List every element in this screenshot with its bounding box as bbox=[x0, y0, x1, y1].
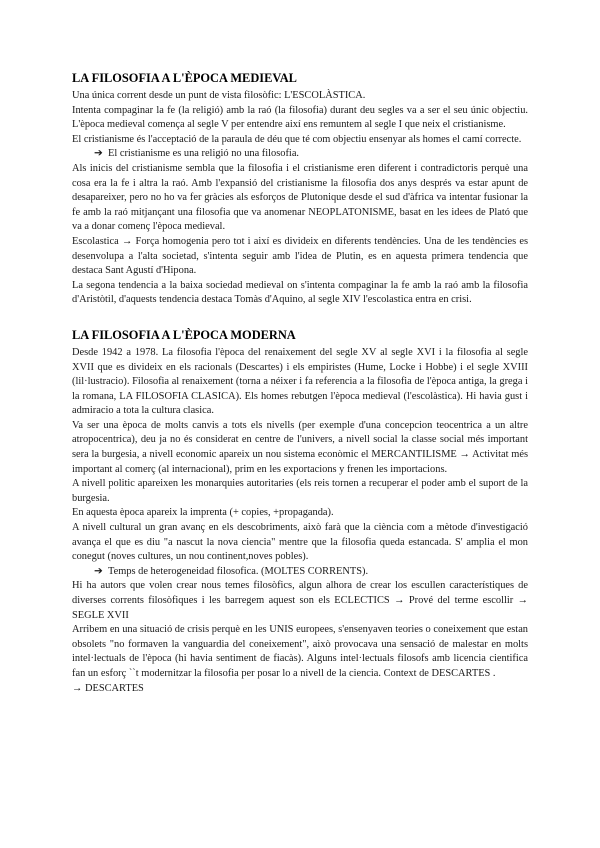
bullet-item bbox=[72, 565, 528, 580]
paragraph: El cristianisme és l'acceptació de la paraula de déu que té com objectiu ensenyar als homes el camí correcte. bbox=[72, 133, 522, 145]
paragraph: En aquesta època apareix la imprenta (+ copies, +propaganda). bbox=[72, 507, 334, 519]
bullet-text: Temps de heterogeneidad filosofica. (MOLTES CORRENTS). bbox=[108, 565, 369, 577]
paragraph: Intenta compaginar la fe (la religió) amb la raó (la filosofia) durant deu segles va a ser el seu únic objectiu. L'època medieval comença al segle V per entendre així ens remuntem al segle I que neix el cristianisme. bbox=[72, 104, 528, 131]
paragraph: Hi ha autors que volen crear nous temes filosòfics, algun alhora de crear los escullen característiques de diverses corrents filosòfiques i les barregem aquest son els ECLECTICS → Prové del terme escollir → SEGLE XVII bbox=[72, 580, 528, 621]
paragraph: A nivell cultural un gran avanç en els descobriments, això farà que la ciència com a mètode d'investigació avança el que es diu "a nascut la nova ciencia" mentre que la filosofia queda estancada. S' amplia el mon conegut (noves cultures, un nou continent,noves pobles). bbox=[72, 522, 528, 563]
arrow-bullet-icon: ➔ bbox=[94, 148, 103, 160]
paragraph: Arribem en una situació de crisis perquè en les UNIS europees, s'ensenyaven teories o coneixement que estan obsolets "no formaven la vanguardia del coneixement", això provocava una sensació de malestar en molts intel·lectuals de l'època (hi havia sentiment de fiacàs). Alguns intel·lectuals filosofs amb licencia cientifica fan un esforç ``t modernitzar la filosofia per posar lo a nivell de la ciencia. Context de DESCARTES . bbox=[72, 624, 528, 679]
paragraph: Als inicis del cristianisme sembla que la filosofia i el cristianisme eren diferent i contradictoris perquè una cosa era la fe i altra la raó. Amb l'expansió del cristianisme la filosofia dos anys després va estar apunt de desapareixer, pero no ho va fer gràcies als esforços de Plutonique desde el sud d'àfrica va intentar fusionar la fe amb la raó mitjançant una filosofia que va anomenar NEOPLATONISME, basat en les idees de Plató que va a donar començ l'època medieval. bbox=[72, 162, 528, 233]
paragraph: Desde 1942 a 1978. La filosofia l'època del renaixement del segle XV al segle XVI i la filosofia al segle XVII que es divideix en els racionals (Descartes) i els empiristes (Hume, Locke i Hobbe) i el segle XVIII (lil·lustracio). Filosofia al renaixement (torna a néixer i fa referencia a la filosofia de l'època antiga, la grega i la romana, LA FILOSOFIA CLASICA). Els homes rebutgen l'època medieval (l'escolàstica). Hi havia gust i admiracio a tota la cultura clasica. bbox=[72, 346, 528, 417]
paragraph: La segona tendencia a la baixa sociedad medieval on s'intenta compaginar la fe amb la raó amb la filosofia d'Aristòtil, d'aquests tendencia destaca Tomàs d'Aquino, al segle XIV l'escolastica entra en crisi. bbox=[72, 279, 528, 306]
paragraph: Una única corrent desde un punt de vista filosòfic: L'ESCOLÀSTICA. bbox=[72, 90, 366, 101]
arrow-bullet-icon: ➔ bbox=[94, 565, 103, 577]
paragraph: A nivell politic apareixen les monarquies autoritaries (els reis tornen a recuperar el poder amb el suport de la burgesia. bbox=[72, 478, 528, 504]
bullet-text: El cristianisme es una religió no una filosofia. bbox=[108, 148, 300, 160]
section-title-moderna: LA FILOSOFIA A L'ÈPOCA MODERNA bbox=[72, 327, 296, 342]
document-page bbox=[72, 70, 528, 696]
paragraph: → DESCARTES bbox=[72, 682, 144, 694]
paragraph: Escolastica → Força homogenia pero tot i així es divideix en diferents tendències. Una de les tendències es desenvolupa a l'alta societad, s'intenta seguir amb l'idea de Plutin, es en aquesta primera tendencia que destaca Sant Agustí d'Hipona. bbox=[72, 235, 528, 277]
section-title-medieval: LA FILOSOFIA A L'ÈPOCA MEDIEVAL bbox=[72, 71, 297, 85]
paragraph: Va ser una època de molts canvis a tots els nivells (per exemple d'una concepcion teocentrica a un altre atropocentrica), deu ja no és considerat en centre de l'univers, a nivell social la classe social més important sera la burgesia, a nivell economic apareix un nou sistema econòmic el MERCANTILISME → Activitat més important al comerç (al internacional), prim en les exportacions y frenen les importacions. bbox=[72, 419, 528, 475]
section-spacer bbox=[72, 308, 528, 327]
bullet-item bbox=[72, 147, 528, 162]
